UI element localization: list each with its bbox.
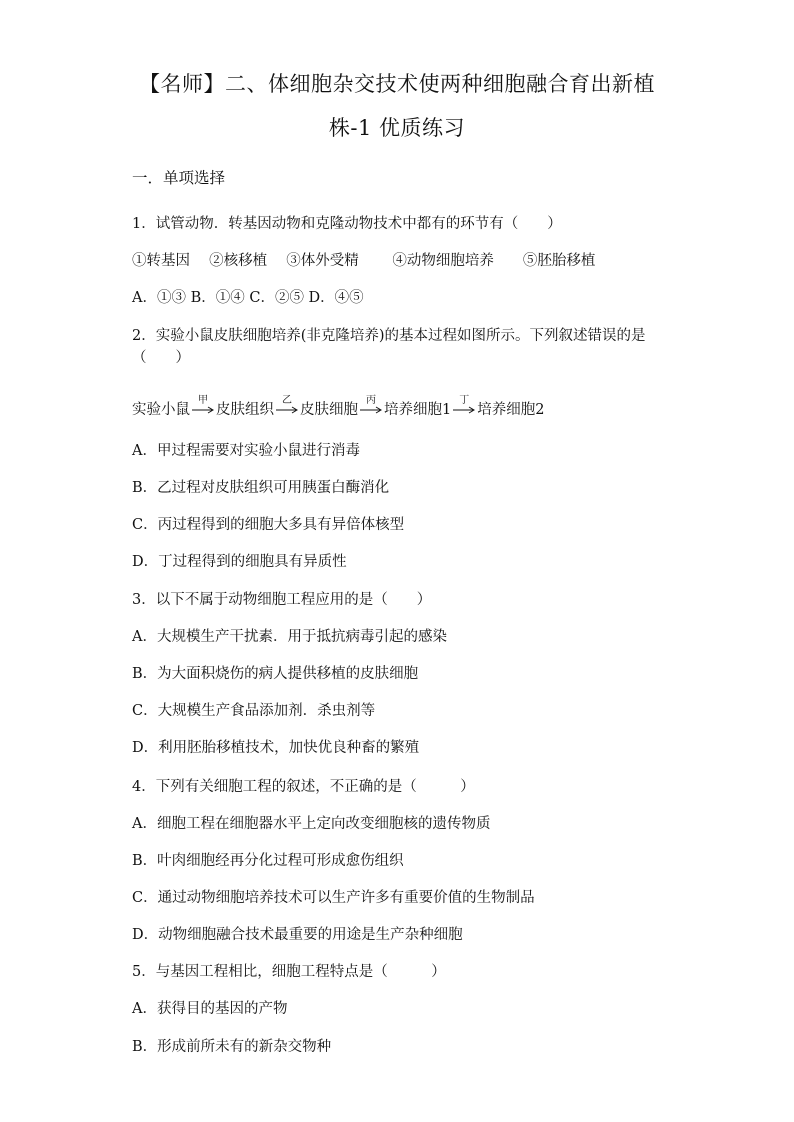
flow-arrow-label: 丁 [459,395,470,406]
q5-stem: 5．与基因工程相比，细胞工程特点是（ ） [132,964,446,980]
q2-stem: 2．实验小鼠皮肤细胞培养(非克隆培养)的基本过程如图所示。下列叙述错误的是 [132,328,646,344]
q4-stem: 4．下列有关细胞工程的叙述，不正确的是（ ） [132,779,475,795]
q3-option-b: B．为大面积烧伤的病人提供移植的皮肤细胞 [132,666,419,682]
flow-node-skin-cell: 皮肤细胞 [300,402,358,418]
document-title-line-1: 【名师】二、体细胞杂交技术使两种细胞融合育出新植 [139,72,655,96]
q3-option-c: C．大规模生产食品添加剂．杀虫剂等 [132,703,376,719]
flow-node-mouse: 实验小鼠 [132,402,190,418]
flow-arrow-bing [359,396,383,414]
q2-option-c: C．丙过程得到的细胞大多具有异倍体核型 [132,517,405,533]
q1-stem: 1．试管动物．转基因动物和克隆动物技术中都有的环节有（ ） [132,216,562,232]
q4-option-a: A．细胞工程在细胞器水平上定向改变细胞核的遗传物质 [132,816,491,832]
flow-arrow-label: 丙 [366,395,376,406]
q2-process-diagram [132,394,544,420]
flow-arrow-jia [191,396,215,414]
flow-node-cultured-cell-2: 培养细胞2 [477,402,545,418]
flow-node-skin-tissue: 皮肤组织 [216,402,274,418]
right-arrow-icon [276,406,298,414]
q5-option-b: B．形成前所未有的新杂交物种 [132,1039,332,1055]
q1-options: A．①③ B．①④ C．②⑤ D．④⑤ [132,290,364,306]
flow-arrow-yi [275,396,299,414]
q2-stem-bracket: （ ） [132,350,190,366]
flow-node-cultured-cell-1: 培养细胞1 [384,402,452,418]
q1-items: ①转基因 ②核移植 ③体外受精 ④动物细胞培养 ⑤胚胎移植 [132,253,596,269]
section-heading: 一．单项选择 [132,169,226,187]
flow-arrow-label: 乙 [282,395,292,406]
q4-option-d: D．动物细胞融合技术最重要的用途是生产杂种细胞 [132,927,463,943]
q5-option-a: A．获得目的基因的产物 [132,1001,288,1017]
q2-option-b: B．乙过程对皮肤组织可用胰蛋白酶消化 [132,480,390,496]
q4-option-b: B．叶肉细胞经再分化过程可形成愈伤组织 [132,853,404,869]
flow-arrow-label: 甲 [198,395,208,406]
right-arrow-icon [453,406,475,414]
document-title-line-2: 株-1 优质练习 [328,116,466,140]
q3-option-a: A．大规模生产干扰素．用于抵抗病毒引起的感染 [132,629,447,645]
q3-option-d: D．利用胚胎移植技术，加快优良种畜的繁殖 [132,740,420,756]
flow-arrow-ding [452,396,476,414]
right-arrow-icon [192,406,214,414]
right-arrow-icon [360,406,382,414]
q3-stem: 3．以下不属于动物细胞工程应用的是（ ） [132,592,432,608]
q2-option-a: A．甲过程需要对实验小鼠进行消毒 [132,443,360,459]
q2-option-d: D．丁过程得到的细胞具有异质性 [132,554,347,570]
q4-option-c: C．通过动物细胞培养技术可以生产许多有重要价值的生物制品 [132,890,535,906]
